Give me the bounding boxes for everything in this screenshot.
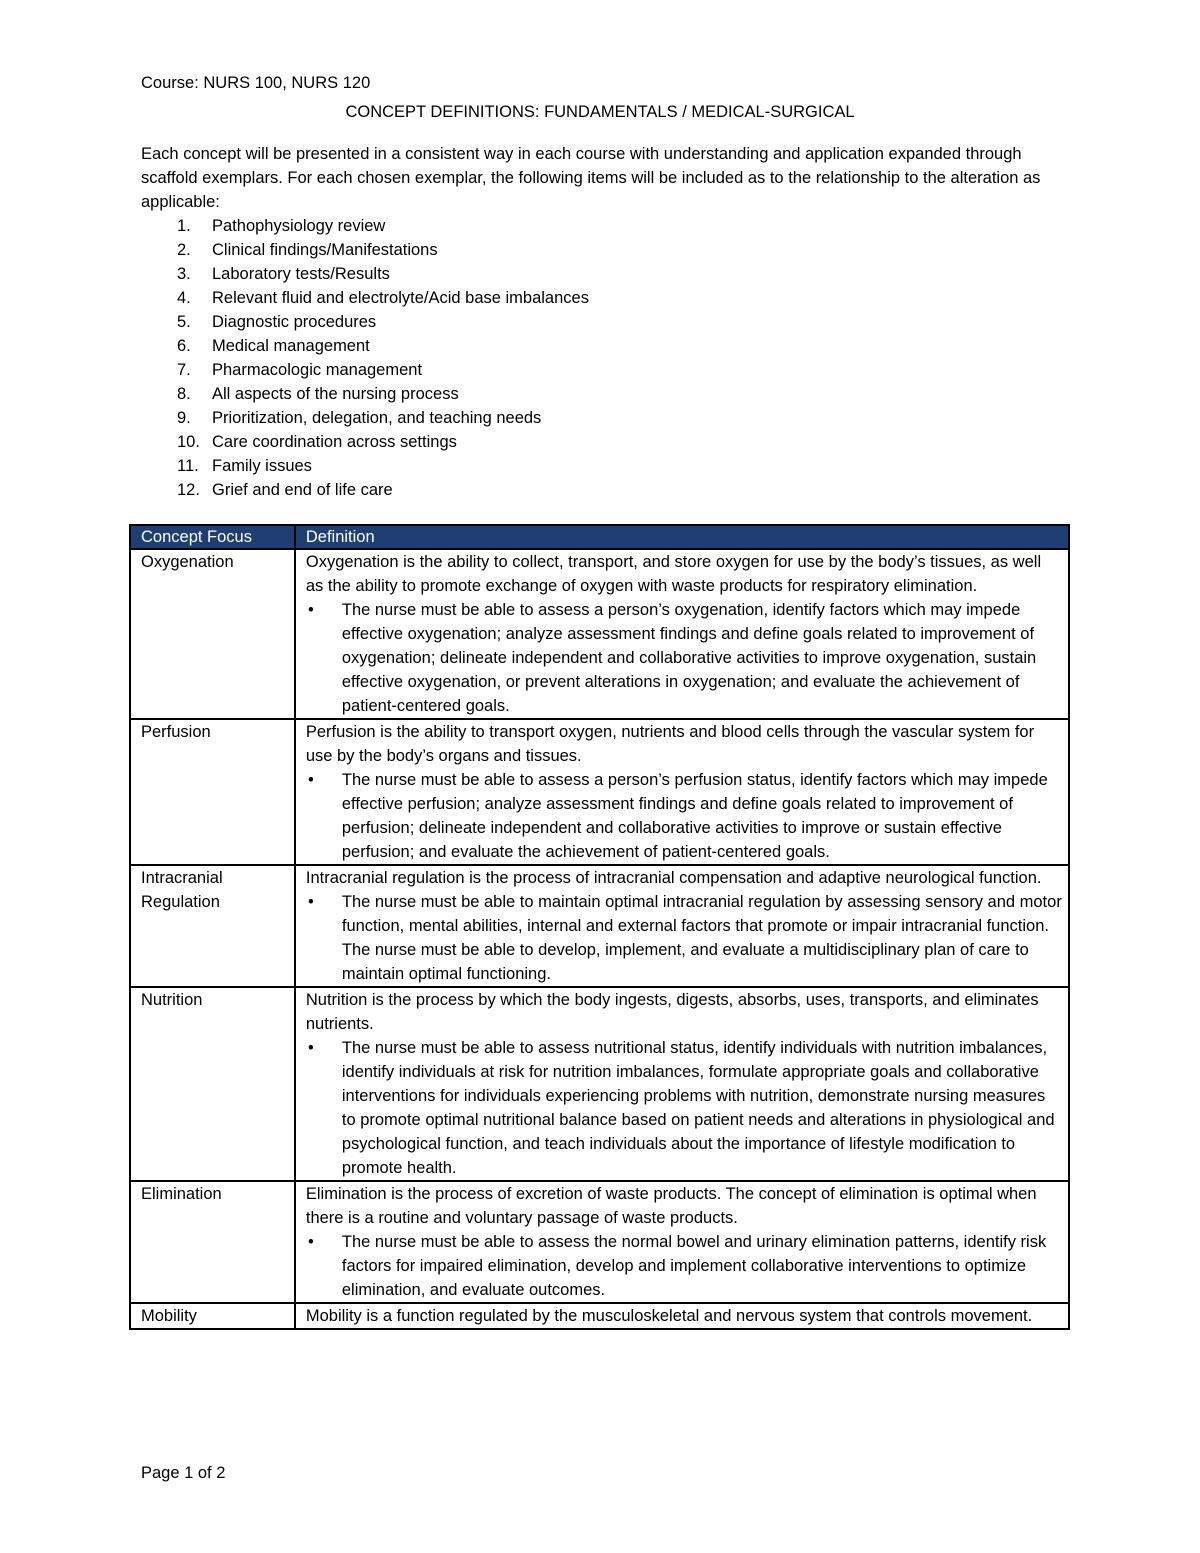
definition-text: Elimination is the process of excretion of waste products. The concept of elimination is optimal when there is a routine and voluntary passage of waste products. bbox=[305, 1185, 1037, 1227]
list-item bbox=[141, 358, 1071, 382]
list-item-number: 9. bbox=[177, 409, 191, 427]
definition-bullets bbox=[306, 598, 1062, 718]
list-item-number: 7. bbox=[177, 361, 191, 379]
course-line: Course: NURS 100, NURS 120 bbox=[141, 74, 371, 92]
table-row bbox=[130, 987, 1069, 1181]
bullet-item bbox=[306, 1230, 1062, 1302]
list-item-text: Prioritization, delegation, and teaching needs bbox=[212, 409, 542, 427]
bullet-item bbox=[306, 890, 1062, 986]
definition-text: Mobility is a function regulated by the musculoskeletal and nervous system that controls movement. bbox=[305, 1307, 1033, 1325]
definition-cell bbox=[295, 549, 1069, 719]
definition-cell bbox=[295, 865, 1069, 987]
bullet-text: The nurse must be able to assess the normal bowel and urinary elimination patterns, identify risk factors for impaired elimination, develop and implement collaborative interventions to optimize elimination, and evaluate outcomes. bbox=[341, 1233, 1047, 1299]
list-item bbox=[141, 310, 1071, 334]
list-item bbox=[141, 478, 1071, 502]
definition-cell bbox=[295, 1181, 1069, 1303]
column-header-concept-focus: Concept Focus bbox=[130, 525, 295, 549]
list-item-number: 10. bbox=[177, 433, 200, 451]
list-item-text: Pharmacologic management bbox=[212, 361, 423, 379]
concept-name-cell: Elimination bbox=[130, 1181, 295, 1303]
list-item-number: 8. bbox=[177, 385, 191, 403]
list-item bbox=[141, 286, 1071, 310]
concept-name-cell: Intracranial Regulation bbox=[130, 865, 295, 987]
list-item-text: All aspects of the nursing process bbox=[212, 385, 459, 403]
intro-section bbox=[141, 142, 1071, 502]
list-item-text: Medical management bbox=[212, 337, 370, 355]
list-item-number: 4. bbox=[177, 289, 191, 307]
document-title: CONCEPT DEFINITIONS: FUNDAMENTALS / MEDICAL-SURGICAL bbox=[345, 103, 855, 121]
table-row bbox=[130, 719, 1069, 865]
table-row bbox=[130, 1303, 1069, 1329]
list-item bbox=[141, 430, 1071, 454]
list-item-text: Family issues bbox=[212, 457, 312, 475]
bullet-icon: • bbox=[307, 893, 314, 911]
bullet-text: The nurse must be able to assess a person’s perfusion status, identify factors which may impede effective perfusion; analyze assessment findings and define goals related to improvement of perfusion; delineate independent and collaborative activities to improve or sustain effective perfusion; and evaluate the achievement of patient-centered goals. bbox=[341, 771, 1048, 861]
bullet-icon: • bbox=[307, 1233, 314, 1251]
list-item-text: Relevant fluid and electrolyte/Acid base imbalances bbox=[212, 289, 589, 307]
list-item-number: 12. bbox=[177, 481, 200, 499]
definition-bullets bbox=[306, 890, 1062, 986]
bullet-icon: • bbox=[307, 601, 314, 619]
bullet-text: The nurse must be able to maintain optimal intracranial regulation by assessing sensory and motor function, mental abilities, internal and external factors that promote or impair intracranial function. The nurse must be able to develop, implement, and evaluate a multidisciplinary plan of care to maintain optimal functioning. bbox=[341, 893, 1062, 983]
table-header-row bbox=[130, 525, 1069, 549]
definition-text: Perfusion is the ability to transport oxygen, nutrients and blood cells through the vascular system for use by the body’s organs and tissues. bbox=[305, 723, 1035, 765]
definition-cell bbox=[295, 1303, 1069, 1329]
list-item-number: 11. bbox=[177, 457, 199, 475]
list-item-text: Laboratory tests/Results bbox=[212, 265, 390, 283]
table-row bbox=[130, 549, 1069, 719]
list-item-text: Clinical findings/Manifestations bbox=[212, 241, 438, 259]
concept-name-cell: Mobility bbox=[130, 1303, 295, 1329]
list-item bbox=[141, 214, 1071, 238]
list-item-text: Grief and end of life care bbox=[212, 481, 393, 499]
concept-name-cell: Nutrition bbox=[130, 987, 295, 1181]
concept-name-cell: Oxygenation bbox=[130, 549, 295, 719]
list-item-number: 5. bbox=[177, 313, 191, 331]
exemplar-items-list bbox=[141, 214, 1071, 502]
column-header-definition: Definition bbox=[295, 525, 1069, 549]
table-row bbox=[130, 865, 1069, 987]
bullet-icon: • bbox=[307, 1039, 314, 1057]
table-row bbox=[130, 1181, 1069, 1303]
bullet-icon: • bbox=[307, 771, 314, 789]
list-item bbox=[141, 334, 1071, 358]
definition-cell bbox=[295, 987, 1069, 1181]
definition-bullets bbox=[306, 768, 1062, 864]
definition-cell bbox=[295, 719, 1069, 865]
list-item bbox=[141, 406, 1071, 430]
list-item-number: 3. bbox=[177, 265, 191, 283]
list-item-text: Care coordination across settings bbox=[212, 433, 457, 451]
concept-definitions-table bbox=[129, 524, 1070, 1330]
definition-bullets bbox=[306, 1230, 1062, 1302]
list-item-number: 6. bbox=[177, 337, 191, 355]
bullet-item bbox=[306, 768, 1062, 864]
intro-paragraph: Each concept will be presented in a consistent way in each course with understanding and application expanded through scaffold exemplars. For each chosen exemplar, the following items will be included as to the relationship to the alteration as applicable: bbox=[141, 145, 1041, 211]
bullet-text: The nurse must be able to assess a person’s oxygenation, identify factors which may impede effective oxygenation; analyze assessment findings and define goals related to improvement of oxygenation; delineate independent and collaborative activities to improve oxygenation, sustain effective oxygenation, or prevent alterations in oxygenation; and evaluate the achievement of patient-centered goals. bbox=[341, 601, 1037, 715]
list-item-number: 2. bbox=[177, 241, 191, 259]
list-item bbox=[141, 382, 1071, 406]
list-item-text: Diagnostic procedures bbox=[212, 313, 377, 331]
list-item-text: Pathophysiology review bbox=[212, 217, 386, 235]
bullet-item bbox=[306, 1036, 1062, 1180]
definition-text: Nutrition is the process by which the body ingests, digests, absorbs, uses, transports, and eliminates nutrients. bbox=[305, 991, 1039, 1033]
list-item bbox=[141, 454, 1071, 478]
page-number: Page 1 of 2 bbox=[141, 1464, 226, 1482]
list-item bbox=[141, 238, 1071, 262]
concept-name-cell: Perfusion bbox=[130, 719, 295, 865]
definition-text: Intracranial regulation is the process of intracranial compensation and adaptive neurological function. bbox=[305, 869, 1042, 887]
list-item-number: 1. bbox=[177, 217, 191, 235]
list-item bbox=[141, 262, 1071, 286]
bullet-text: The nurse must be able to assess nutritional status, identify individuals with nutrition imbalances, identify individuals at risk for nutrition imbalances, formulate appropriate goals and collaborative interventions for individuals experiencing problems with nutrition, demonstrate nursing measures to promote optimal nutritional balance based on patient needs and alterations in physiological and psychological function, and teach individuals about the importance of lifestyle modification to promote health. bbox=[341, 1039, 1055, 1177]
definition-bullets bbox=[306, 1036, 1062, 1180]
definition-text: Oxygenation is the ability to collect, transport, and store oxygen for use by the body’s tissues, as well as the ability to promote exchange of oxygen with waste products for respiratory elimination. bbox=[305, 553, 1042, 595]
bullet-item bbox=[306, 598, 1062, 718]
